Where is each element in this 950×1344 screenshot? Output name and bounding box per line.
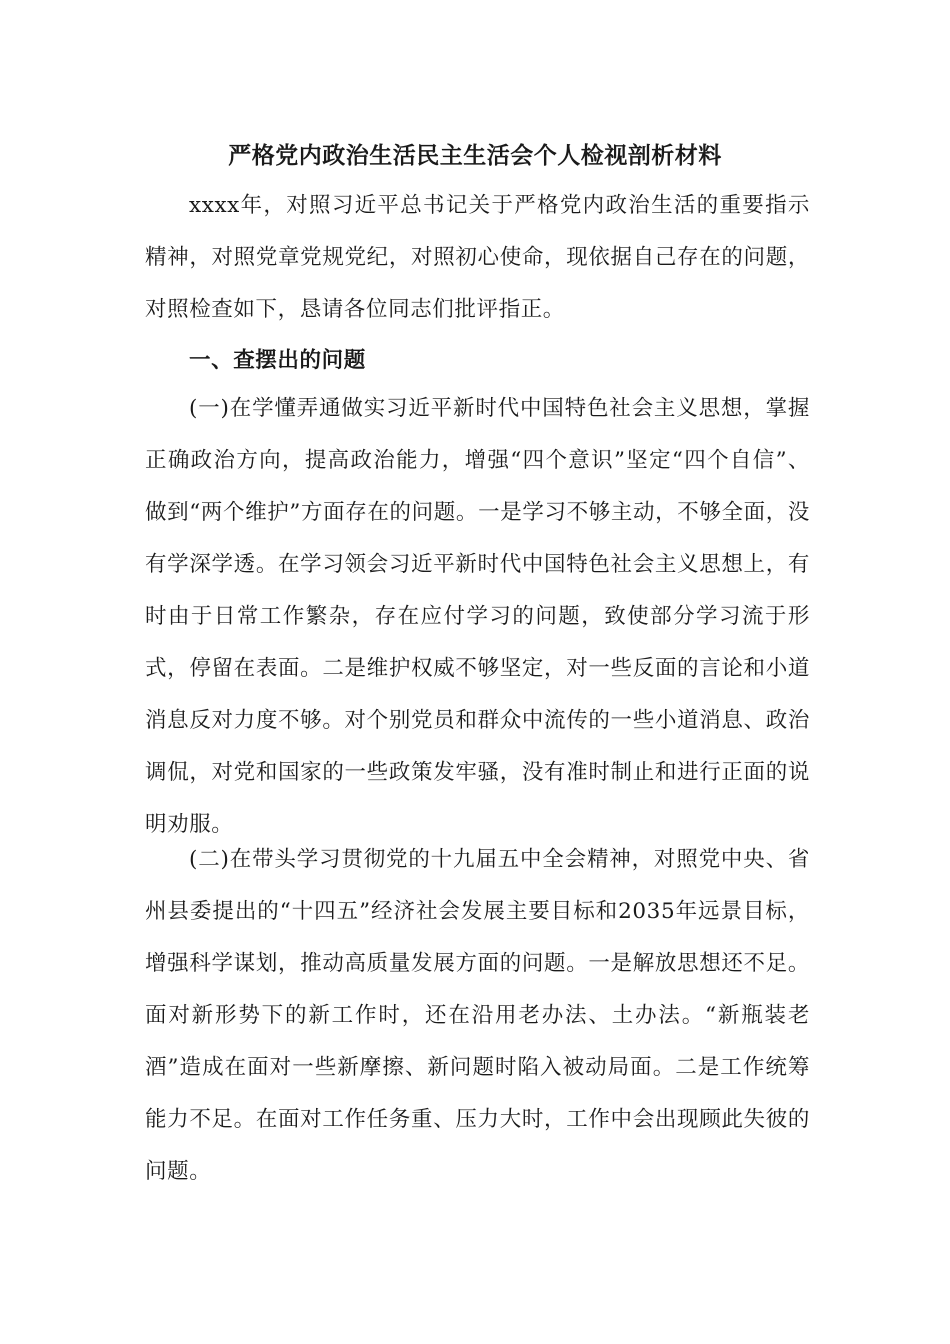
- section-heading: 一、查摆出的问题: [189, 348, 366, 373]
- body-paragraph-2: (二)在带头学习贯彻党的十九届五中全会精神，对照党中央、省州县委提出的“十四五”经济社会发展主要目标和2035年远景目标，增强科学谋划，推动高质量发展方面的问题。一是解放思想还不足。面对新形势下的新工作时，还在沿用老办法、土办法。“新瓶装老酒”造成在面对一些新摩擦、新问题时陷入被动局面。二是工作统筹能力不足。在面对工作任务重、压力大时，工作中会出现顾此失彼的问题。: [145, 847, 810, 1184]
- body-paragraph-1: (一)在学懂弄通做实习近平新时代中国特色社会主义思想，掌握正确政治方向，提高政治能力，增强“四个意识”坚定“四个自信”、做到“两个维护”方面存在的问题。一是学习不够主动，不够全面，没有学深学透。在学习领会习近平新时代中国特色社会主义思想上，有时由于日常工作繁杂，存在应付学习的问题，致使部分学习流于形式，停留在表面。二是维护权威不够坚定，对一些反面的言论和小道消息反对力度不够。对个别党员和群众中流传的一些小道消息、政治调侃，对党和国家的一些政策发牢骚，没有准时制止和进行正面的说明劝服。: [145, 396, 810, 837]
- document-title: 严格党内政治生活民主生活会个人检视剖析材料: [228, 142, 722, 169]
- intro-paragraph: xxxx年，对照习近平总书记关于严格党内政治生活的重要指示精神，对照党章党规党纪，对照初心使命，现依据自己存在的问题，对照检查如下，恳请各位同志们批评指正。: [145, 193, 810, 322]
